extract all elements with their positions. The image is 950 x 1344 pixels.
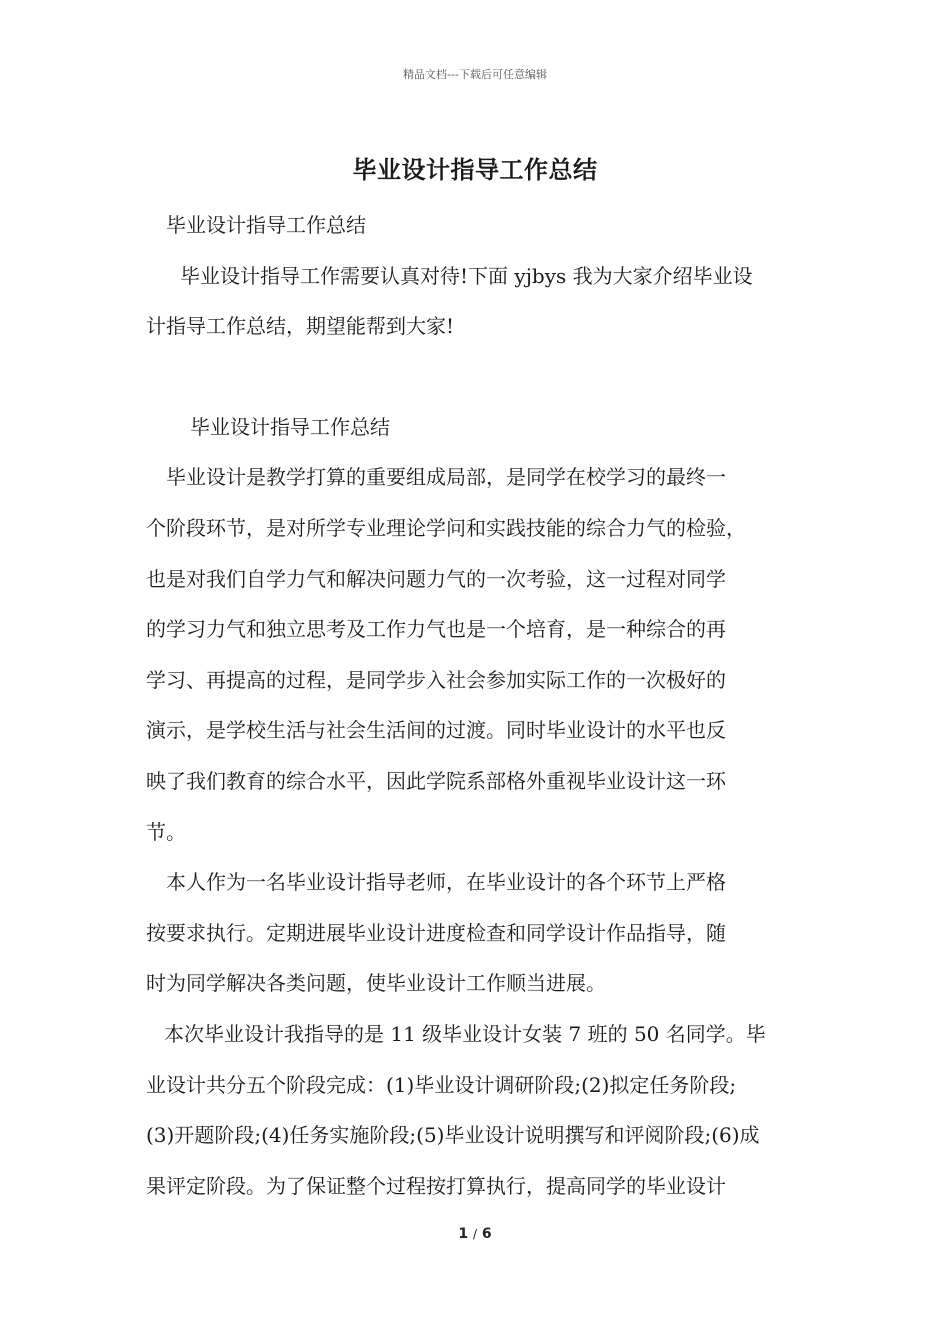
page-separator: /	[472, 1227, 478, 1241]
text-line: 节。	[146, 819, 186, 844]
total-pages: 6	[481, 1226, 492, 1242]
page-number	[0, 1226, 950, 1242]
text-line: 果评定阶段。为了保证整个过程按打算执行，提高同学的毕业设计	[146, 1173, 726, 1198]
document-body	[146, 200, 826, 1211]
text-line: 演示，是学校生活与社会生活间的过渡。同时毕业设计的水平也反	[146, 718, 726, 743]
page-header: 精品文档---下载后可任意编辑	[403, 68, 547, 81]
text-line: 学习、再提高的过程，是同学步入社会参加实际工作的一次极好的	[146, 667, 726, 692]
text-line: 毕业设计是教学打算的重要组成局部，是同学在校学习的最终一	[166, 465, 726, 490]
text-line: 本次毕业设计我指导的是 11 级毕业设计女装 7 班的 50 名同学。毕	[164, 1021, 766, 1046]
text-line: 毕业设计指导工作需要认真对待!下面 yjbys 我为大家介绍毕业设	[180, 263, 753, 288]
text-line: 本人作为一名毕业设计指导老师，在毕业设计的各个环节上严格	[166, 870, 726, 895]
text-line: 毕业设计指导工作总结	[166, 213, 366, 237]
text-line: 业设计共分五个阶段完成：(1)毕业设计调研阶段;(2)拟定任务阶段;	[146, 1072, 737, 1097]
paragraph-gap	[146, 352, 826, 402]
document-title: 毕业设计指导工作总结	[352, 155, 598, 184]
text-line: 映了我们教育的综合水平，因此学院系部格外重视毕业设计这一环	[146, 768, 726, 793]
text-line: 按要求执行。定期进展毕业设计进度检查和同学设计作品指导，随	[146, 920, 726, 945]
current-page: 1	[458, 1226, 469, 1242]
text-line: (3)开题阶段;(4)任务实施阶段;(5)毕业设计说明撰写和评阅阶段;(6)成	[146, 1123, 760, 1148]
text-line: 也是对我们自学力气和解决问题力气的一次考验，这一过程对同学	[146, 566, 726, 591]
text-line: 个阶段环节，是对所学专业理论学问和实践技能的综合力气的检验，	[146, 515, 746, 540]
text-line: 的学习力气和独立思考及工作力气也是一个培育，是一种综合的再	[146, 617, 726, 642]
text-line: 毕业设计指导工作总结	[190, 414, 390, 439]
text-line: 时为同学解决各类问题，使毕业设计工作顺当进展。	[146, 971, 606, 996]
text-line: 计指导工作总结，期望能帮到大家!	[146, 314, 455, 339]
